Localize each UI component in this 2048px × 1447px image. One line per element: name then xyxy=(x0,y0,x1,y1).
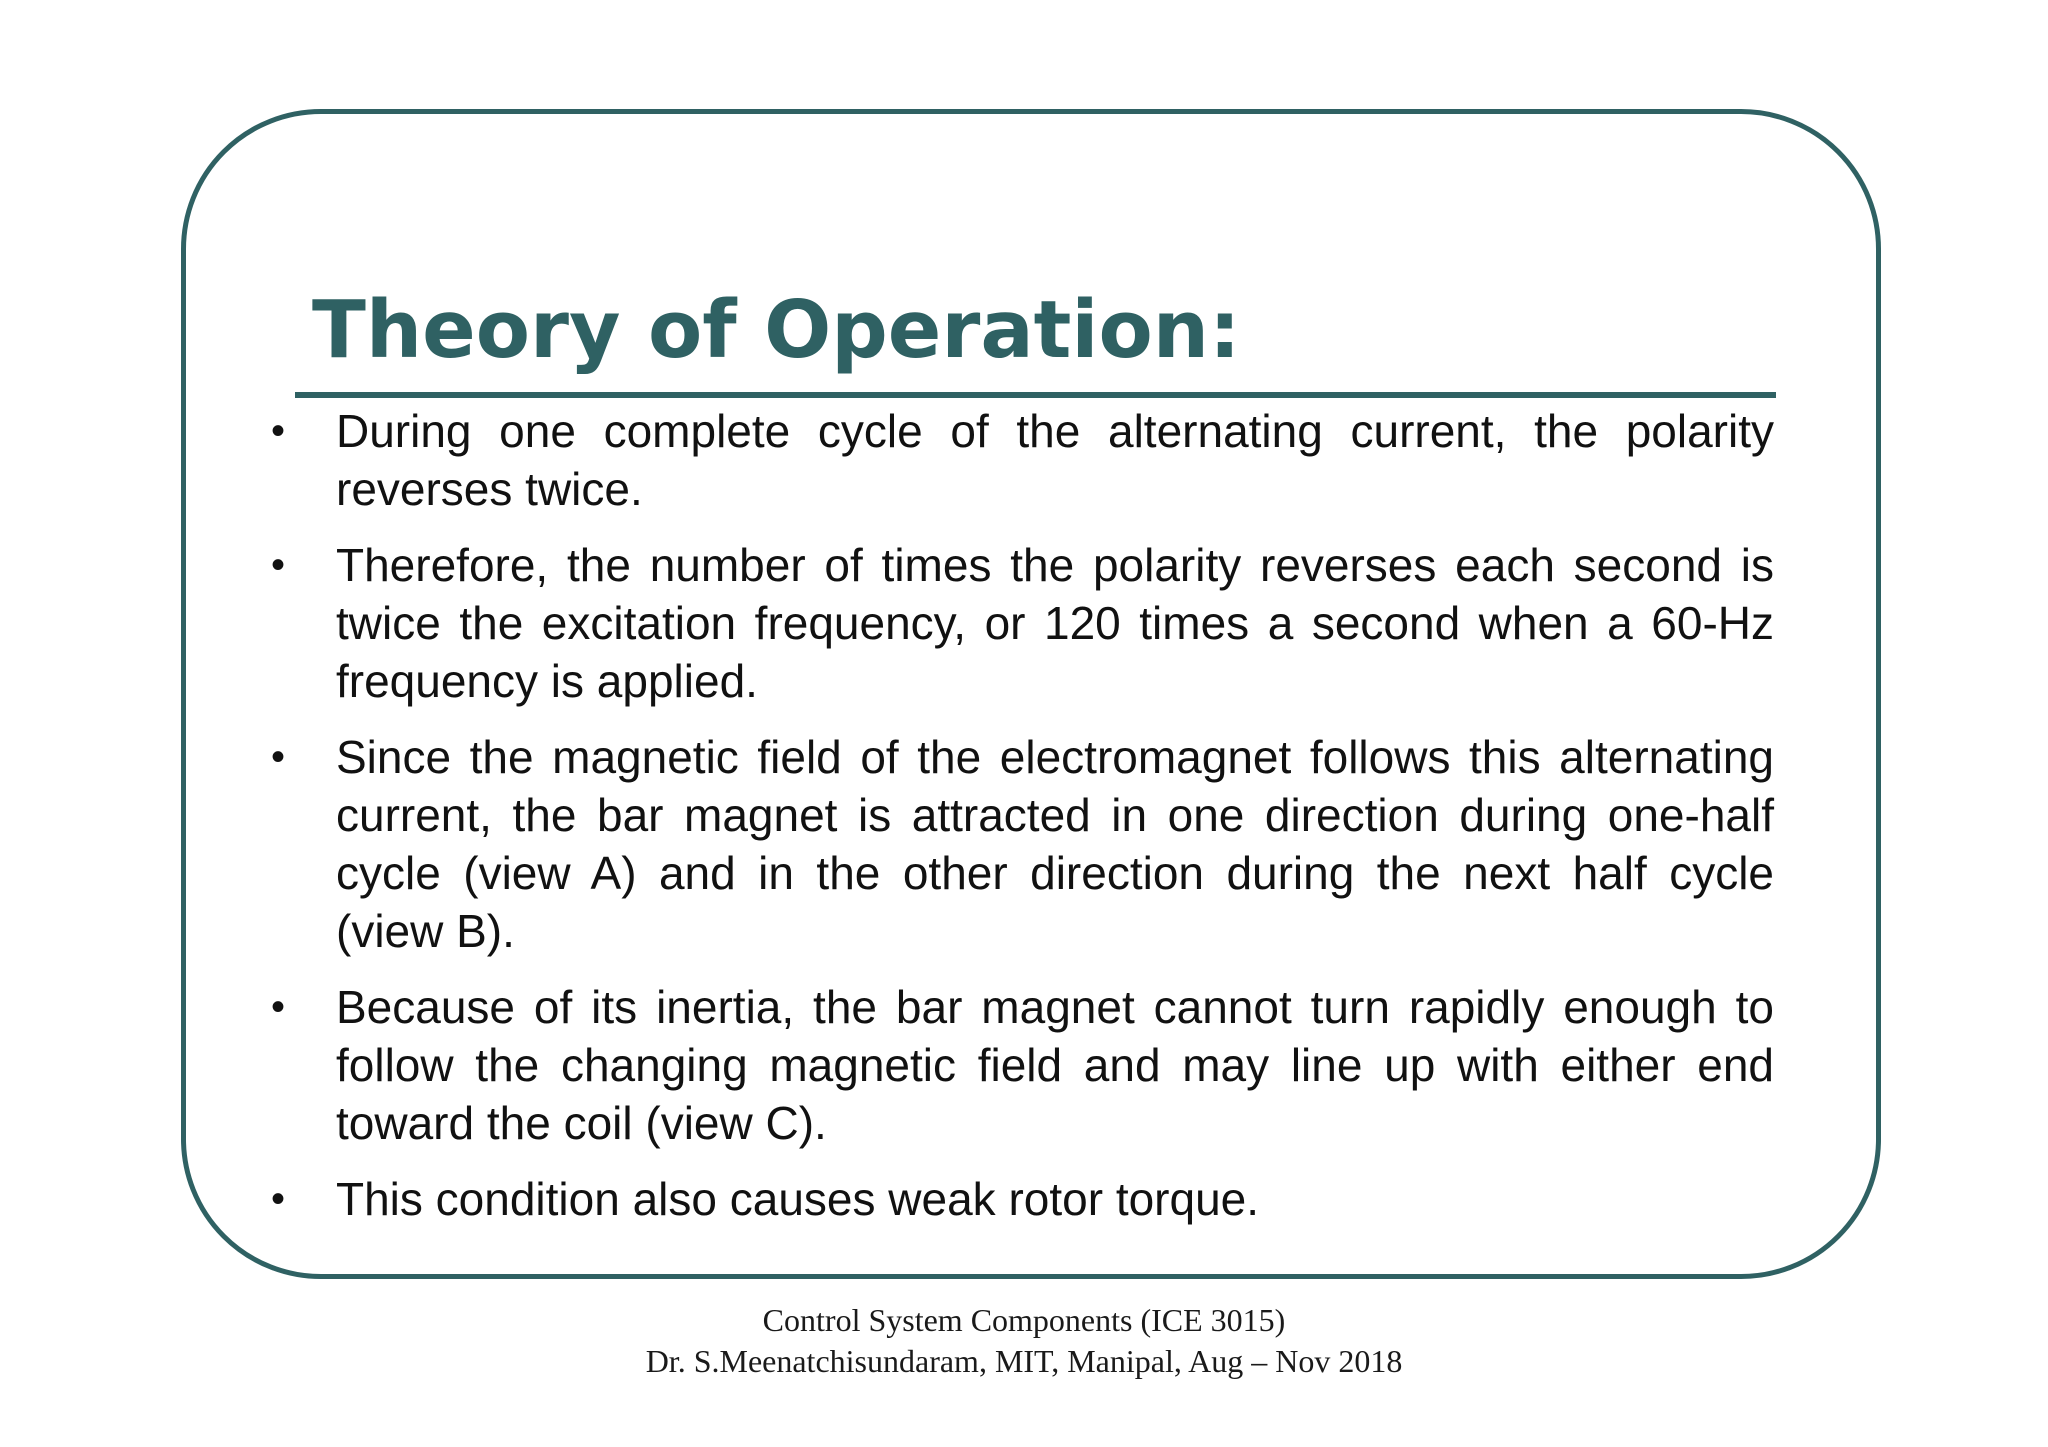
bullet-icon: • xyxy=(271,985,286,1029)
bullet-item xyxy=(259,1170,1774,1228)
footer-course: Control System Components (ICE 3015) xyxy=(762,1302,1286,1338)
bullet-item xyxy=(259,978,1774,1152)
footer-author: Dr. S.Meenatchisundaram, MIT, Manipal, Aug – Nov 2018 xyxy=(645,1343,1403,1379)
slide-title: Theory of Operation: xyxy=(312,284,1241,376)
slide-footer xyxy=(0,1300,2048,1382)
title-underline xyxy=(295,392,1776,398)
bullet-item xyxy=(259,728,1774,960)
bullet-icon: • xyxy=(271,409,286,453)
bullet-text: Therefore, the number of times the polarity reverses each second is twice the excitation frequency, or 120 times a second when a 60-Hz frequency is applied. xyxy=(336,539,1774,707)
bullet-list xyxy=(259,402,1774,1246)
bullet-text: During one complete cycle of the alternating current, the polarity reverses twice. xyxy=(336,405,1774,515)
bullet-text: This condition also causes weak rotor torque. xyxy=(336,1173,1260,1225)
bullet-item xyxy=(259,402,1774,518)
bullet-item xyxy=(259,536,1774,710)
bullet-text: Because of its inertia, the bar magnet cannot turn rapidly enough to follow the changing magnetic field and may line up with either end toward the coil (view C). xyxy=(336,981,1774,1149)
bullet-text: Since the magnetic field of the electromagnet follows this alternating current, the bar magnet is attracted in one direction during one-half cycle (view A) and in the other direction during the next half cycle (view B). xyxy=(336,731,1774,957)
bullet-icon: • xyxy=(271,543,286,587)
bullet-icon: • xyxy=(271,1177,286,1221)
bullet-icon: • xyxy=(271,735,286,779)
